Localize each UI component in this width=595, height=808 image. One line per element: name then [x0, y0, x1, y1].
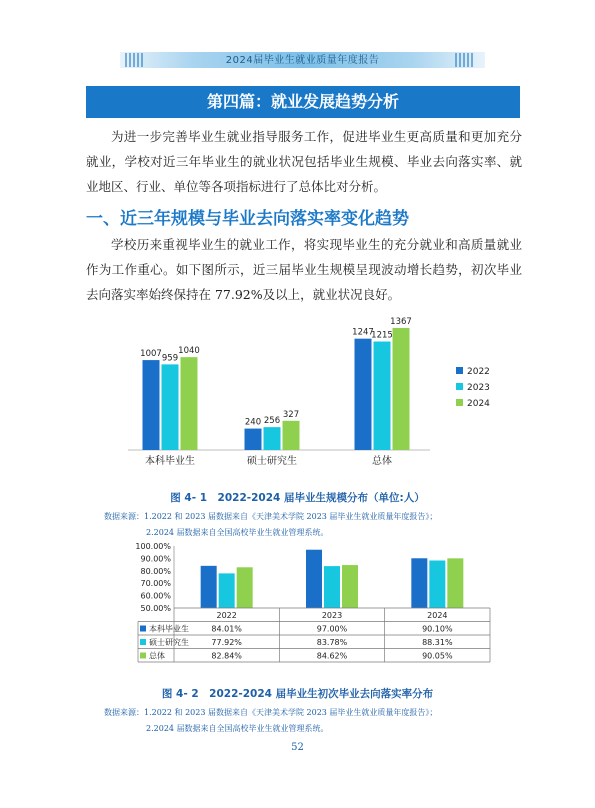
bar-硕士研究生-2023 — [324, 566, 340, 608]
table-cell: 83.78% — [316, 638, 348, 647]
y-tick-label: 60.00% — [140, 591, 171, 601]
legend-label: 2022 — [467, 367, 490, 377]
page-number: 52 — [291, 742, 304, 753]
legend-label: 2024 — [467, 399, 490, 409]
table-header-cell: 2023 — [321, 611, 343, 620]
table-header-cell: 2022 — [216, 611, 237, 620]
data-label: 256 — [263, 416, 281, 427]
table-cell: 97.00% — [316, 624, 348, 634]
figure1-source-line2: 2.2024 届数据来自全国高校毕业生就业管理系统。 — [146, 528, 329, 537]
table-cell: 88.31% — [422, 638, 453, 647]
table-cell: 84.62% — [316, 651, 348, 661]
employment-rate-chart — [128, 542, 494, 664]
chapter-title: 第四篇：就业发展趋势分析 — [86, 86, 520, 118]
bar-总体-2023 — [342, 565, 358, 608]
table-row-label: 本科毕业生 — [149, 624, 189, 634]
table-legend-swatch — [140, 639, 146, 645]
legend-swatch-2022 — [456, 367, 463, 374]
legend-swatch-2023 — [456, 383, 463, 390]
x-tick-label: 硕士研究生 — [247, 456, 297, 467]
section-title: 一、近三年规模与毕业去向落实率变化趋势 — [86, 209, 409, 229]
figure1-source-line1: 数据来源：1.2022 和 2023 届数据来自《天津美术学院 2023 届毕业生就业质量年度报告》； — [104, 512, 438, 521]
bar-2022-1 — [245, 429, 262, 450]
y-tick-label: 50.00% — [140, 604, 171, 613]
y-tick-label: 70.00% — [140, 579, 171, 589]
table-legend-swatch — [140, 653, 146, 659]
bar-2023-1 — [264, 427, 281, 450]
data-label: 1367 — [390, 316, 412, 327]
table-legend-swatch — [140, 626, 146, 632]
intro-paragraph: 为进一步完善毕业生就业指导服务工作，促进毕业生更高质量和更加充分就业，学校对近三年毕业生的就业状况包括毕业生规模、毕业去向落实率、就业地区、行业、单位等各项指标进行了总体比对分析。 — [86, 129, 522, 194]
section-paragraph: 学校历来重视毕业生的就业工作，将实现毕业生的充分就业和高质量就业作为工作重心。如下图所示，近三届毕业生规模呈现波动增长趋势，初次毕业去向落实率始终保持在 77.92%及以上，就业状况良好。 — [86, 237, 522, 302]
data-label: 959 — [161, 353, 179, 364]
bar-2022-0 — [143, 360, 160, 450]
bar-本科毕业生-2023 — [306, 550, 322, 608]
data-label: 1247 — [352, 327, 374, 338]
bar-总体-2022 — [237, 567, 253, 608]
table-row-label: 硕士研究生 — [149, 638, 189, 647]
legend-label: 2023 — [467, 383, 490, 393]
report-header-title: 2024届毕业生就业质量年度报告 — [225, 55, 380, 66]
bar-硕士研究生-2022 — [219, 573, 235, 608]
bar-2023-2 — [374, 342, 391, 450]
bar-2022-2 — [355, 339, 372, 450]
table-cell: 84.01% — [211, 624, 242, 634]
data-label: 1040 — [178, 346, 200, 357]
legend-swatch-2024 — [456, 399, 463, 406]
figure2-source-line1: 数据来源：1.2022 和 2023 届数据来自《天津美术学院 2023 届毕业生就业质量年度报告》； — [104, 708, 438, 717]
bar-硕士研究生-2024 — [429, 560, 445, 608]
figure1-caption: 图 4- 1 2022-2024 届毕业生规模分布（单位:人） — [170, 492, 425, 504]
graduate-scale-chart — [110, 312, 510, 477]
bar-2024-0 — [181, 357, 198, 450]
x-tick-label: 本科毕业生 — [145, 456, 195, 467]
bar-2024-2 — [393, 328, 410, 450]
table-cell: 82.84% — [211, 651, 242, 661]
data-label: 1215 — [371, 330, 393, 341]
data-label: 240 — [244, 417, 262, 428]
bar-本科毕业生-2024 — [411, 558, 427, 608]
table-header-cell: 2024 — [427, 611, 448, 620]
data-label: 1007 — [140, 349, 162, 360]
y-tick-label: 100.00% — [135, 542, 171, 551]
figure2-caption: 图 4- 2 2022-2024 届毕业生初次毕业去向落实率分布 — [161, 688, 434, 700]
table-cell: 90.05% — [422, 651, 453, 661]
bar-总体-2024 — [447, 558, 463, 608]
bar-2023-0 — [162, 364, 179, 450]
y-tick-label: 80.00% — [140, 566, 171, 576]
bar-本科毕业生-2022 — [201, 566, 217, 608]
figure2-source-line2: 2.2024 届数据来自全国高校毕业生就业管理系统。 — [146, 724, 329, 733]
table-row-label: 总体 — [149, 651, 165, 661]
x-tick-label: 总体 — [372, 456, 392, 467]
table-cell: 90.10% — [422, 624, 453, 634]
table-cell: 77.92% — [211, 638, 242, 647]
data-label: 327 — [282, 409, 300, 420]
bar-2024-1 — [283, 421, 300, 450]
y-tick-label: 90.00% — [140, 554, 171, 564]
